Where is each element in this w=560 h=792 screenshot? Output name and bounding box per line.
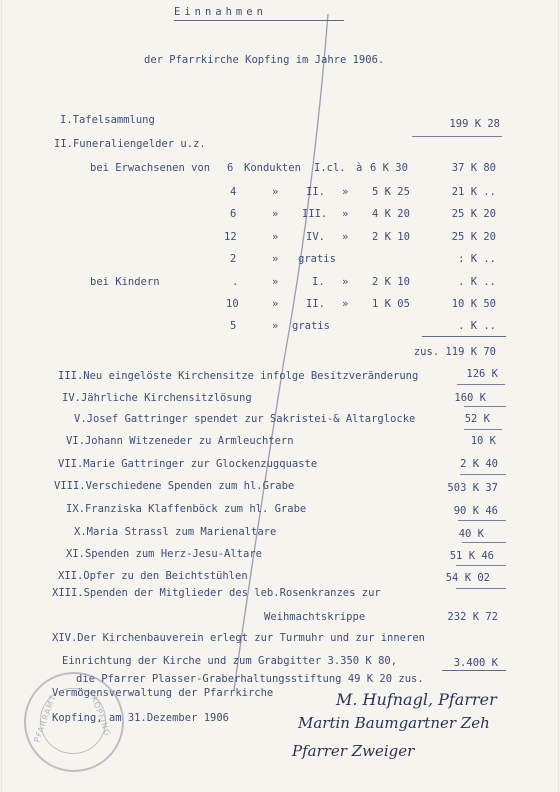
- row8-class: gratis: [292, 320, 330, 332]
- row3-ditto: »: [272, 208, 279, 220]
- item-xiii-label: XIII.Spenden der Mitglieder des leb.Rosenkranzes zur: [52, 587, 381, 599]
- row3-count: 6: [230, 208, 237, 220]
- row3-rate: 4 K 20: [372, 208, 410, 220]
- signature-1: M. Hufnagl, Pfarrer: [336, 690, 497, 709]
- pencil-rule-xi: [456, 565, 506, 566]
- item-v-label: V.Josef Gattringer spendet zur Sakristei-& Altarglocke: [74, 413, 416, 425]
- row3-total: 25 K 20: [451, 208, 496, 220]
- row2-ditto2: »: [342, 186, 349, 198]
- item-xiii-amount: 232 K 72: [447, 611, 498, 623]
- item-iii-label: III.Neu eingelöste Kirchensitze infolge Besitzveränderung: [58, 370, 419, 382]
- row8-ditto: »: [272, 320, 279, 332]
- adults-rate: 6 K 30: [370, 162, 408, 174]
- pencil-rule-ix: [458, 520, 506, 521]
- document-title: Einnahmen: [174, 6, 267, 18]
- row4-rate: 2 K 10: [372, 231, 410, 243]
- item-xi-label: XI.Spenden zum Herz-Jesu-Altare: [66, 548, 262, 560]
- row7-ditto2: »: [342, 298, 349, 310]
- row6-ditto: »: [272, 276, 279, 288]
- document-subtitle: der Pfarrkirche Kopfing im Jahre 1906.: [144, 54, 385, 66]
- document-page: [2, 0, 558, 792]
- item-ix-label: IX.Franziska Klaffenböck zum hl. Grabe: [66, 503, 307, 515]
- row2-ditto: »: [272, 186, 279, 198]
- row3-ditto2: »: [342, 208, 349, 220]
- row7-ditto: »: [272, 298, 279, 310]
- adults-kondukten: Kondukten: [244, 162, 301, 174]
- item-x-amount: 40 K: [458, 528, 484, 540]
- row4-total: 25 K 20: [451, 231, 496, 243]
- item-vi-label: VI.Johann Witzeneder zu Armleuchtern: [66, 435, 294, 447]
- item-i-label: I.Tafelsammlung: [60, 114, 155, 126]
- item-xi-amount: 51 K 46: [449, 550, 494, 562]
- children-label: bei Kindern: [90, 276, 160, 288]
- row6-class: I.: [312, 276, 325, 288]
- item-xii-label: XII.Opfer zu den Beichtstühlen: [58, 570, 248, 582]
- item-iv-amount: 160 K: [454, 392, 486, 404]
- seal-text-right: KOPFING: [89, 695, 113, 738]
- row7-rate: 1 K 05: [372, 298, 410, 310]
- pencil-rule-iii: [457, 384, 505, 385]
- row2-total: 21 K ..: [451, 186, 496, 198]
- row7-class: II.: [306, 298, 325, 310]
- item-xiii-label2: Weihmachtskrippe: [264, 611, 366, 623]
- subtotal-rule: [422, 336, 506, 337]
- row4-ditto: »: [272, 231, 279, 243]
- place-and-date: Kopfing, am 31.Dezember 1906: [52, 712, 230, 724]
- title-underline: [174, 20, 344, 21]
- row4-count: 12: [224, 231, 237, 243]
- row6-rate: 2 K 10: [372, 276, 410, 288]
- row2-count: 4: [230, 186, 237, 198]
- footer-line2: Vermögensverwaltung der Pfarrkirche: [52, 687, 274, 699]
- row6-ditto2: »: [342, 276, 349, 288]
- adults-class: I.cl.: [314, 162, 346, 174]
- item-vii-label: VII.Marie Gattringer zur Glockenzugquaste: [58, 458, 318, 470]
- item-xii-amount: 54 K 02: [445, 572, 490, 584]
- subtotal-zus: zus. 119 K 70: [413, 346, 496, 358]
- row6-count: .: [232, 276, 239, 288]
- row5-total: : K ..: [458, 253, 496, 265]
- item-xiv-label: XIV.Der Kirchenbauverein erlegt zur Turmuhr und zur inneren: [52, 632, 425, 644]
- row2-rate: 5 K 25: [372, 186, 410, 198]
- adults-total: 37 K 80: [451, 162, 496, 174]
- adults-count: 6: [227, 162, 234, 174]
- row8-total: . K ..: [458, 320, 496, 332]
- row7-count: 10: [226, 298, 239, 310]
- pencil-rule-vii: [460, 474, 506, 475]
- row4-ditto2: »: [342, 231, 349, 243]
- pencil-rule-v: [464, 429, 502, 430]
- pencil-rule-i: [412, 136, 502, 137]
- item-xiv-amount: 3.400 K: [453, 657, 498, 669]
- item-ix-amount: 90 K 46: [453, 505, 498, 517]
- pencil-rule-xiv: [442, 670, 506, 671]
- item-xiv-label2: Einrichtung der Kirche und zum Grabgitter 3.350 K 80,: [62, 655, 398, 667]
- item-x-label: X.Maria Strassl zum Marienaltare: [74, 526, 277, 538]
- item-ii-label: II.Funeraliengelder u.z.: [54, 138, 206, 150]
- row5-count: 2: [230, 253, 237, 265]
- seal-text-top: PFARRAMT: [32, 693, 58, 744]
- row5-ditto: »: [272, 253, 279, 265]
- item-viii-label: VIII.Verschiedene Spenden zum hl.Grabe: [54, 480, 295, 492]
- row6-total: . K ..: [458, 276, 496, 288]
- item-vii-amount: 2 K 40: [460, 458, 498, 470]
- row3-class: III.: [302, 208, 328, 220]
- adults-label: bei Erwachsenen von: [90, 162, 211, 174]
- pencil-rule-x: [462, 542, 506, 543]
- row2-class: II.: [306, 186, 325, 198]
- parish-seal: [24, 672, 124, 772]
- footer-line1: die Pfarrer Plasser-Graberhaltungsstiftung 49 K 20 zus.: [76, 673, 424, 685]
- item-iv-label: IV.Jährliche Kirchensitzlösung: [62, 392, 252, 404]
- item-iii-amount: 126 K: [466, 368, 498, 380]
- signature-2: Martin Baumgartner Zeh: [298, 714, 490, 732]
- signature-3: Pfarrer Zweiger: [292, 742, 415, 760]
- item-i-amount: 199 K 28: [449, 118, 500, 130]
- item-vi-amount: 10 K: [470, 435, 496, 447]
- item-viii-amount: 503 K 37: [447, 482, 498, 494]
- row7-total: 10 K 50: [451, 298, 496, 310]
- item-v-amount: 52 K: [464, 413, 490, 425]
- pencil-rule-xii: [456, 588, 506, 589]
- row5-class: gratis: [298, 253, 336, 265]
- row4-class: IV.: [306, 231, 325, 243]
- adults-a: à: [356, 162, 363, 174]
- row8-count: 5: [230, 320, 237, 332]
- pencil-rule-iv: [464, 406, 506, 407]
